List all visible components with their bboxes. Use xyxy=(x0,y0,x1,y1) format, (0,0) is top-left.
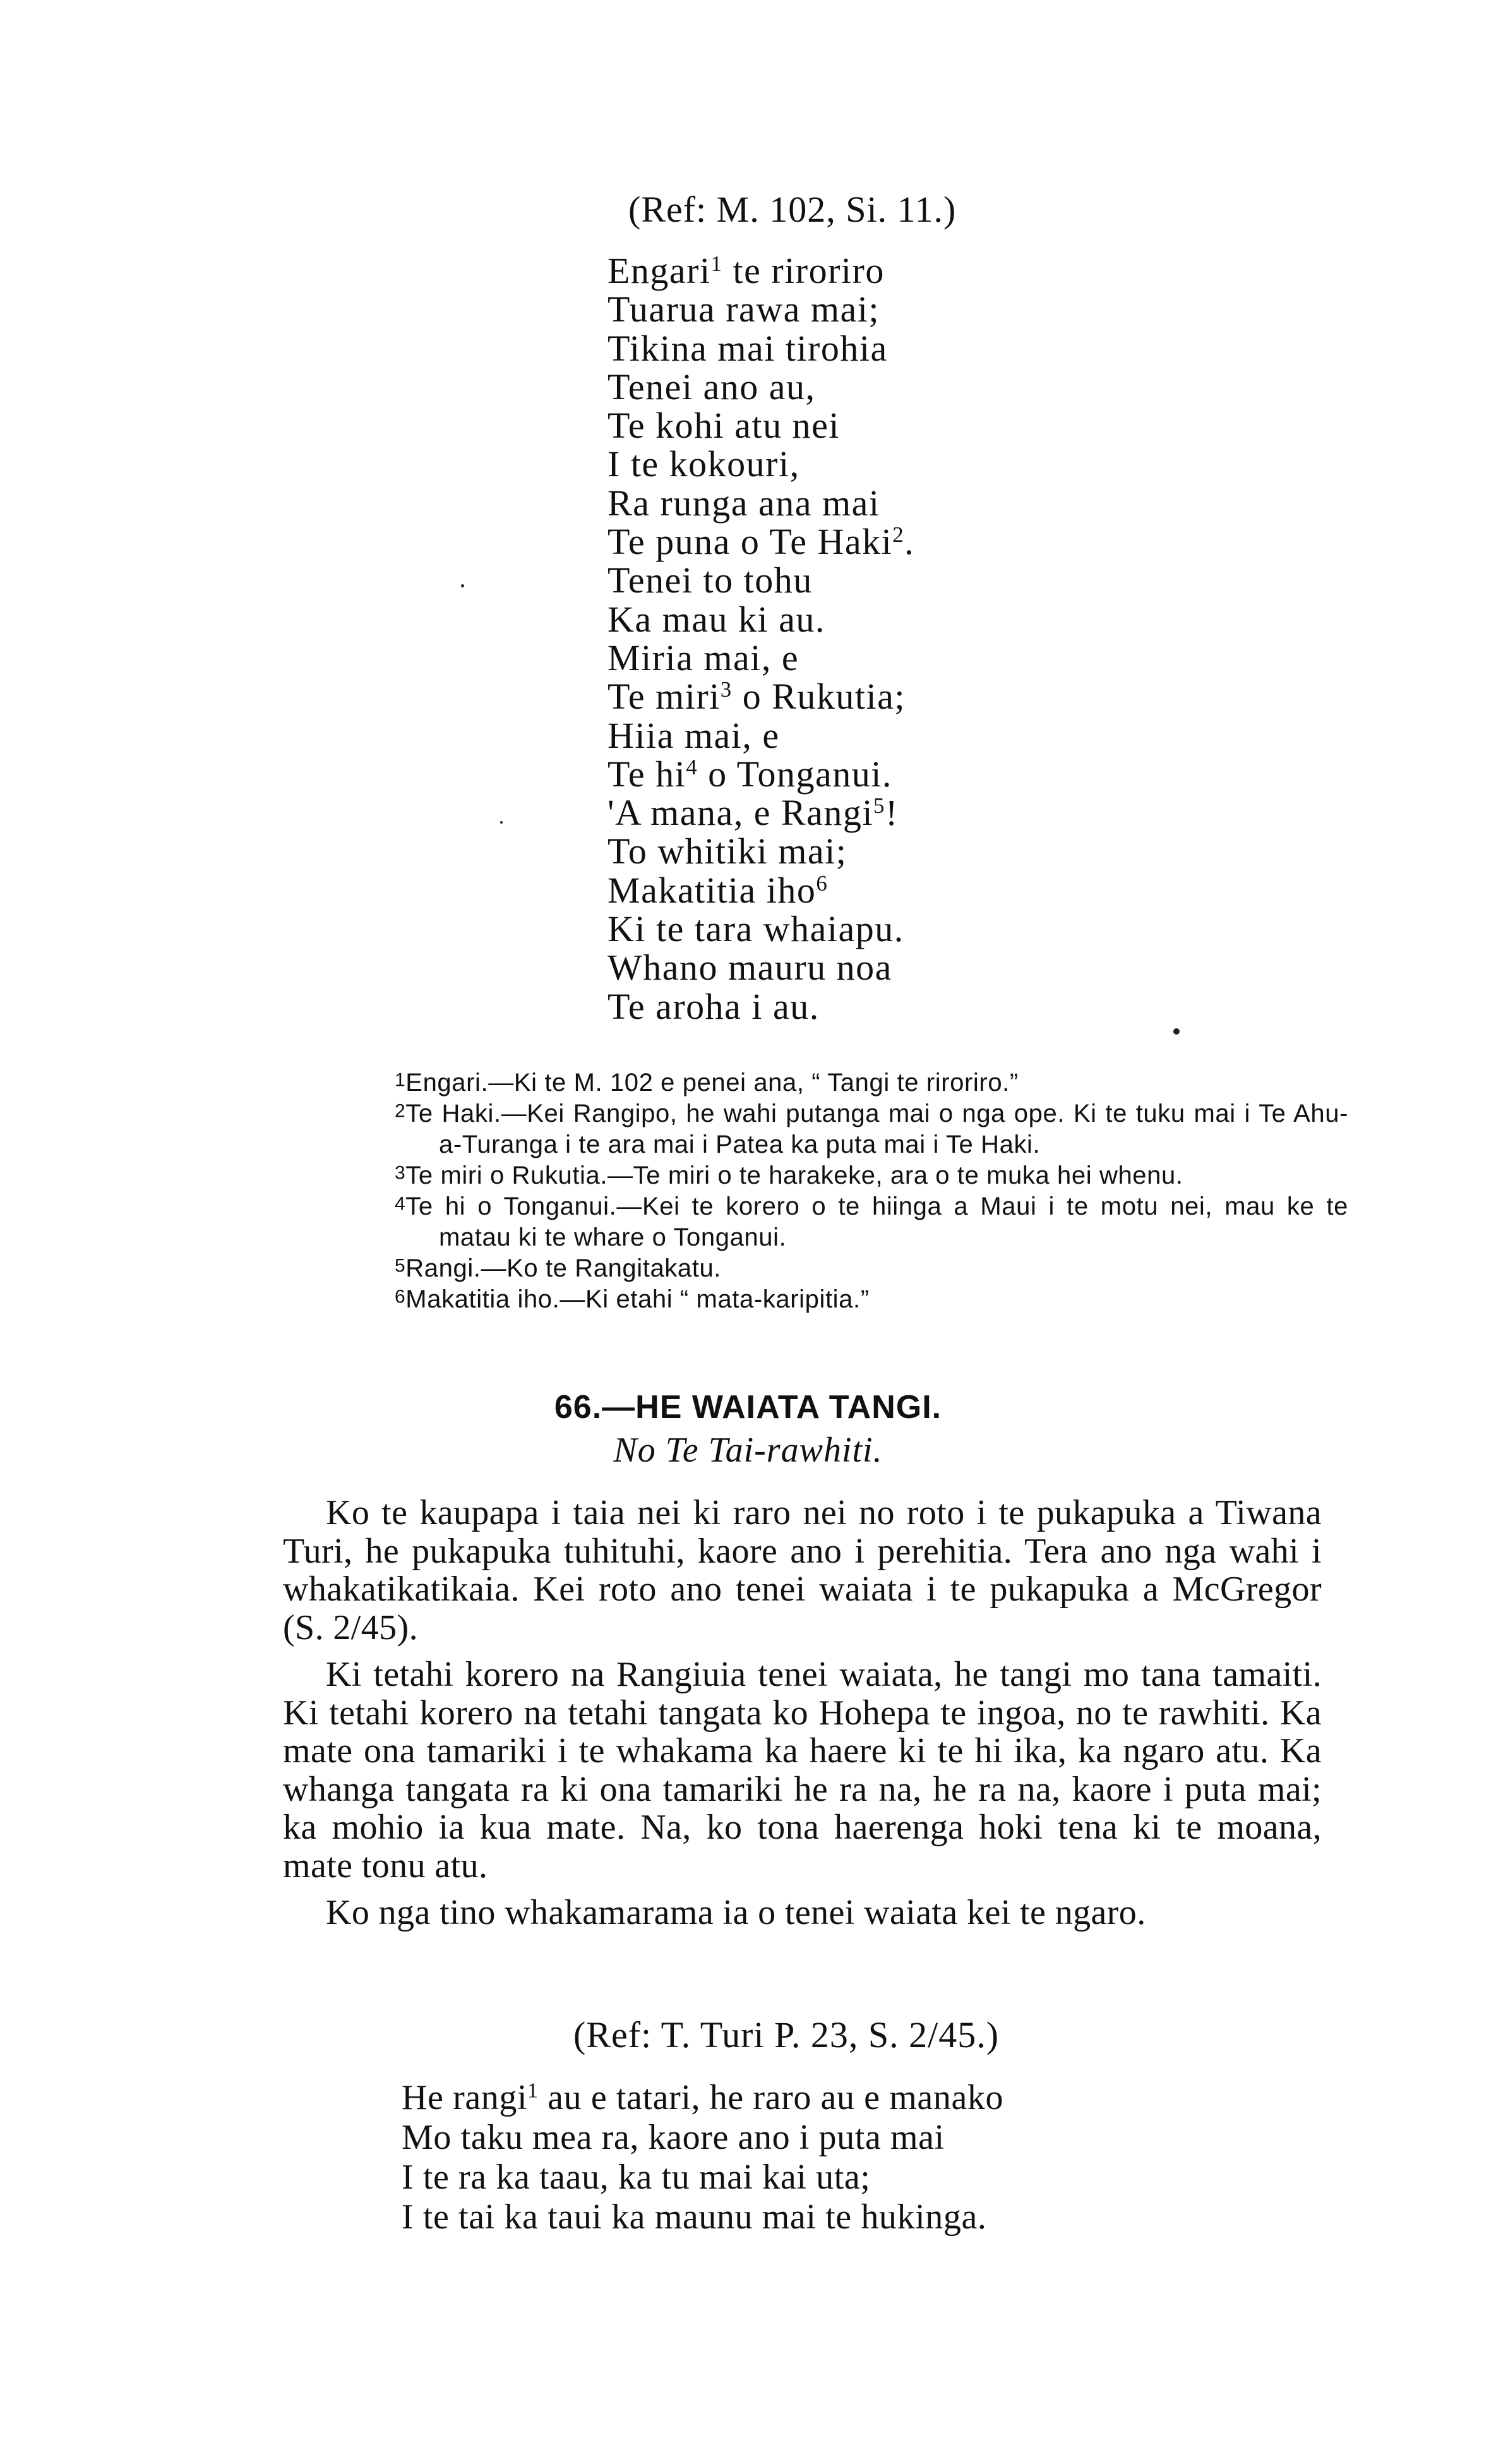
poem-line: Ka mau ki au. xyxy=(607,598,825,640)
section-subheading: No Te Tai-rawhiti. xyxy=(613,1431,883,1470)
poem-line: Te puna o Te Haki$^2$. xyxy=(607,521,915,563)
poem-line: 'A mana, e Rangi$^5$! xyxy=(607,792,899,834)
poem-line: Tuarua rawa mai; xyxy=(607,289,880,330)
poem-line: Tikina mai tirohia xyxy=(607,327,888,369)
poem-line: Ki te tara whaiapu. xyxy=(607,908,904,950)
section-heading: 66.—HE WAIATA TANGI. xyxy=(554,1389,942,1426)
poem-line: Mo taku mea ra, kaore ano i puta mai xyxy=(402,2118,945,2157)
footnotes xyxy=(395,1067,1348,1315)
poem-line: Makatitia iho$^6$ xyxy=(607,869,829,911)
poem-line: He rangi$^1$ au e tatari, he raro au e manako xyxy=(402,2078,1004,2117)
poem-line: I te kokouri, xyxy=(607,443,800,485)
poem-line: I te ra ka taau, ka tu mai kai uta; xyxy=(402,2158,871,2197)
poem-line: Tenei to tohu xyxy=(607,560,813,601)
footnote: 4Te hi o Tonganui.—Kei te korero o te hiinga a Maui i te motu nei, mau ke te matau ki te whare o Tonganui. xyxy=(395,1193,1348,1251)
poem-line: Ra runga ana mai xyxy=(607,482,880,524)
print-speck xyxy=(1173,1028,1180,1035)
poem-line: Te kohi atu nei xyxy=(607,405,840,447)
poem-line: Te $hi^4$ o Tonganui. xyxy=(607,753,892,795)
paragraph: Ki tetahi korero na Rangiuia tenei waiata, he tangi mo tana tamaiti. Ki tetahi korero na tetahi tangata ko Hohepa te ingoa, no te rawhiti. Ka mate ona tamariki i te whakama ka haere ki te hi ika, ka ngaro atu. Ka whanga tangata ra ki ona tamariki he ra na, he ra na, kaore i puta mai; ka mohio ia kua mate. Na, ko tona haerenga hoki tena ki te moana, mate tonu atu. xyxy=(283,1655,1322,1885)
poem-line: To whitiki mai; xyxy=(607,831,847,872)
poem-line: Tenei ano au, xyxy=(607,366,816,407)
reference-bottom: (Ref: T. Turi P. 23, S. 2/45.) xyxy=(573,2014,1000,2055)
poem-line: Te aroha i au. xyxy=(607,985,820,1027)
footnote: 3Te miri o Rukutia.—Te miri o te harakeke, ara o te muka hei whenu. xyxy=(395,1162,1183,1189)
poem-verses xyxy=(607,251,914,1026)
print-speck xyxy=(500,821,503,824)
footnote: 6Makatitia iho.—Ki etahi “ mata-karipitia.” xyxy=(395,1285,870,1313)
poem-line: Te miri$^3$ o Rukutia; xyxy=(607,676,906,718)
footnote: 2Te Haki.—Kei Rangipo, he wahi putanga mai o nga ope. Ki te tuku mai i Te Ahu-a-Turanga i te ara mai i Patea ka puta mai i Te Haki. xyxy=(395,1100,1348,1158)
poem-line: Miria mai, e xyxy=(607,637,799,678)
footnote: 5Rangi.—Ko te Rangitakatu. xyxy=(395,1254,722,1282)
paragraph: Ko te kaupapa i taia nei ki raro nei no roto i te pukapuka a Tiwana Turi, he pukapuka tuhituhi, kaore ano i perehitia. Tera ano nga wahi i whakatikatikaia. Kei roto ano tenei waiata i te pukapuka a McGregor (S. 2/45). xyxy=(283,1493,1322,1647)
footnote: 1Engari.—Ki te M. 102 e penei ana, “ Tangi te riroriro.” xyxy=(395,1069,1019,1097)
poem-line: Hiia mai, e xyxy=(607,714,780,756)
body-text xyxy=(283,1494,1322,1941)
poem-line: I te tai ka taui ka maunu mai te hukinga. xyxy=(402,2197,987,2237)
waiata-verses xyxy=(402,2078,1003,2237)
poem-line: Engari$^1$ te riroriro xyxy=(607,250,885,291)
reference-top: (Ref: M. 102, Si. 11.) xyxy=(628,189,957,230)
poem-line: Whano mauru noa xyxy=(607,947,892,989)
paragraph: Ko nga tino whakamarama ia o tenei waiata kei te ngaro. xyxy=(326,1893,1146,1932)
print-speck xyxy=(461,584,464,587)
